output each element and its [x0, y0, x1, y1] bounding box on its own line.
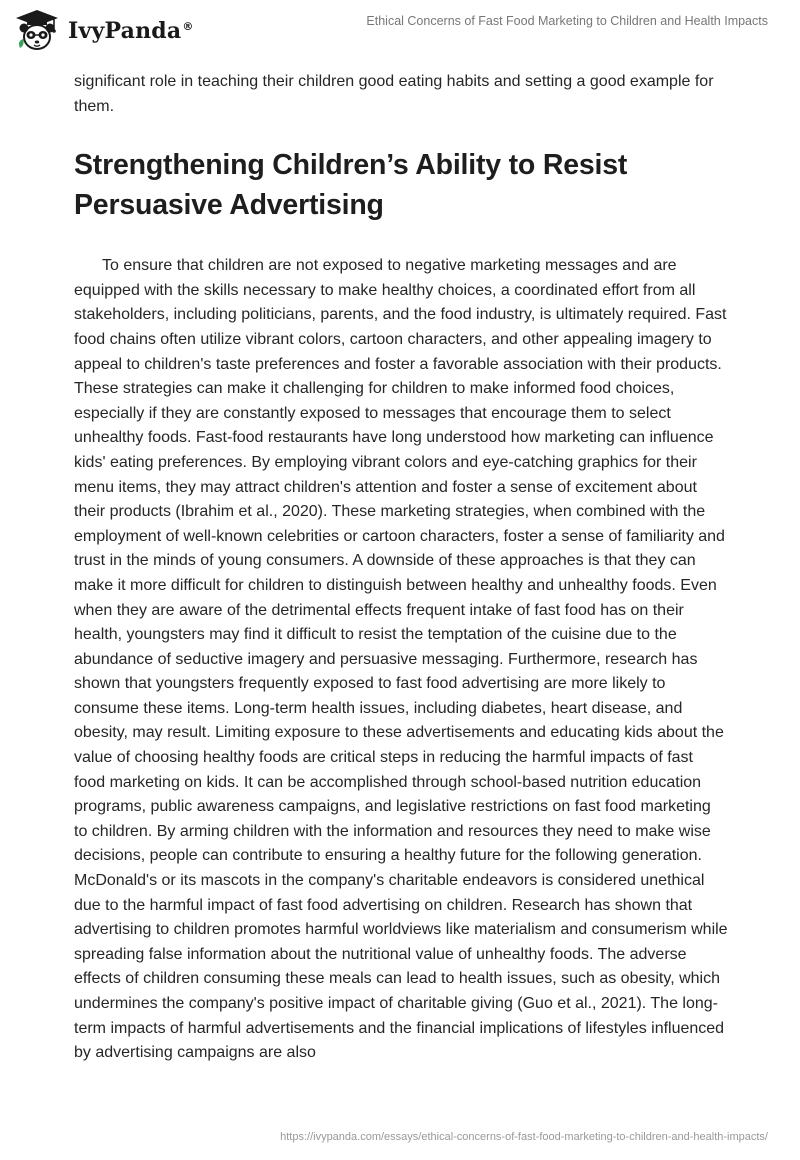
body-paragraph: To ensure that children are not exposed to negative marketing messages and are equipped with the skills necessary to make healthy choices, a coordinated effort from all stakeholders, including politicians, parents, and the food industry, is ultimately required. Fast food chains often utilize vibrant colors, cartoon characters, and other appealing imagery to appeal to children's taste preferences and foster a favorable association with their products. These strategies can make it challenging for children to make informed food choices, especially if they are constantly exposed to messages that encourage them to select unhealthy foods. Fast-food restaurants have long understood how marketing can influence kids' eating preferences. By employing vibrant colors and eye-catching graphics for their menu items, they may attract children's attention and foster a sense of excitement about their products (Ibrahim et al., 2020). These marketing strategies, when combined with the employment of well-known celebrities or cartoon characters, foster a sense of familiarity and trust in the minds of young consumers. A downside of these approaches is that they can make it more difficult for children to distinguish between healthy and unhealthy foods. Even when they are aware of the detrimental effects frequent intake of fast food has on their health, youngsters may find it difficult to resist the temptation of the cuisine due to the abundance of seductive imagery and persuasive messaging. Furthermore, research has shown that youngsters frequently exposed to fast food advertising are more likely to consume these items. Long-term health issues, including diabetes, heart disease, and obesity, may result. Limiting exposure to these advertisements and educating kids about the value of choosing healthy foods are critical steps in reducing the harmful impacts of fast food marketing on kids. It can be accomplished through school-based nutrition education programs, public awareness campaigns, and legislative restrictions on fast food marketing to children. By arming children with the information and resources they need to make wise decisions, people can contribute to ensuring a healthy future for the following generation. McDonald's or its mascots in the company's charitable endeavors is considered unethical due to the harmful impact of fast food advertising on children. Research has shown that advertising to children promotes harmful worldviews like materialism and consumerism while spreading false information about the nutritional value of unhealthy foods. The adverse effects of children consuming these meals can lead to health issues, such as obesity, which undermines the company's positive impact of charitable giving (Guo et al., 2021). The long-term impacts of harmful advertisements and the financial implications of lifestyles influenced by advertising campaigns are also	[74, 257, 728, 1062]
registered-mark: ®	[182, 19, 194, 33]
source-url[interactable]: https://ivypanda.com/essays/ethical-concerns-of-fast-food-marketing-to-children-and-health-impacts/	[280, 1131, 768, 1143]
panda-graduate-icon	[14, 8, 60, 54]
brand-logo[interactable]	[14, 8, 194, 54]
intro-paragraph: significant role in teaching their children good eating habits and setting a good example for them.	[74, 73, 714, 115]
essay-content	[74, 70, 728, 1066]
section-heading: Strengthening Children’s Ability to Resist Persuasive Advertising	[74, 149, 628, 222]
brand-name: IvyPanda®	[68, 18, 194, 44]
page-header	[0, 0, 800, 62]
document-title: Ethical Concerns of Fast Food Marketing to Children and Health Impacts	[366, 14, 768, 28]
